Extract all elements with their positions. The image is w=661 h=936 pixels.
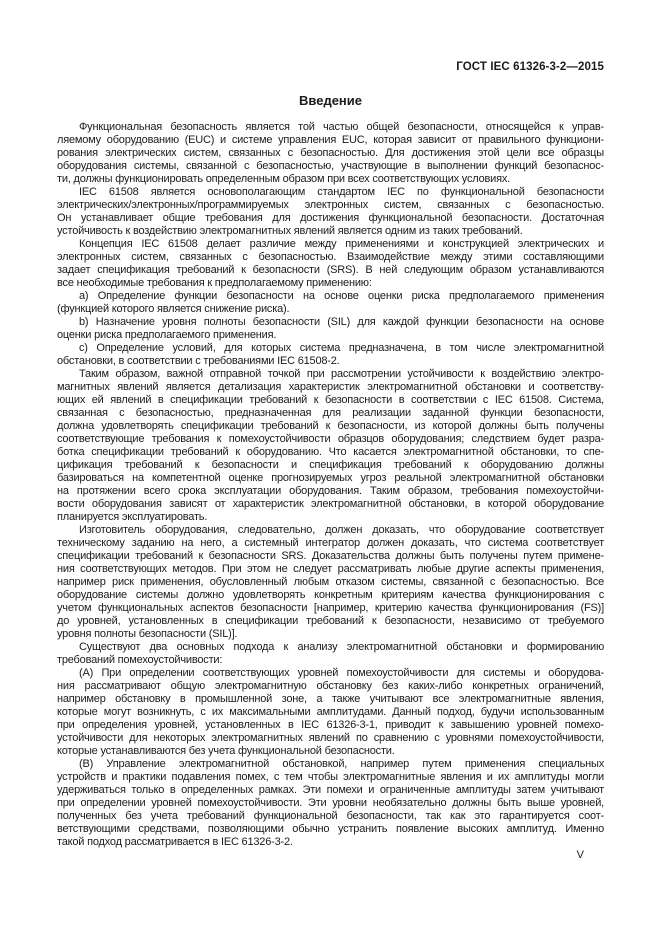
paragraph-line: до уровней, установленных в спецификации требований к безопасности, независимо от требуемого xyxy=(57,615,604,627)
paragraph-line: на протяжении всего срока эксплуатации оборудования. Таким образом, требования помехоустойчи- xyxy=(57,485,604,497)
paragraph xyxy=(57,316,604,342)
paragraph-line: должна удовлетворять спецификации требований к безопасности, из которой должны быть получены xyxy=(57,420,604,432)
paragraph xyxy=(57,238,604,290)
paragraph-line: Изготовитель оборудования, следовательно, должен доказать, что оборудование соответствует xyxy=(79,524,604,536)
paragraph-line: полученных без учета требований функциональной безопасности, так как это гарантируется соот- xyxy=(57,810,604,822)
paragraph xyxy=(57,641,604,667)
paragraph-line: рования электрических систем, связанных с безопасностью. Для достижения этой цели все образцы xyxy=(57,147,604,159)
paragraph-line: связанная с безопасностью, предназначенная для реализации заданной функции безопасности, xyxy=(57,407,604,419)
paragraph-line: b) Назначение уровня полноты безопасности (SIL) для каждой функции безопасности на основе xyxy=(79,316,604,328)
paragraph-line: Он устанавливает общие требования для достижения функциональной безопасности. Достаточная xyxy=(57,212,604,224)
paragraph-line: магнитных явлений является детализация характеристик электромагнитной обстановки и соответству- xyxy=(57,381,604,393)
paragraph-line: например обстановку в промышленной зоне, а также учитывают все электромагнитные явления, xyxy=(57,693,604,705)
paragraph-line: Существуют два основных подхода к анализу электромагнитной обстановки и формированию xyxy=(79,641,604,653)
paragraph-line: устойчивости для некоторых электромагнитных явлений по сравнению с уровнями помехоустойчивости, xyxy=(57,732,604,744)
paragraph-line: устойчивость к воздействию электромагнитных явлений является одним из таких требований. xyxy=(57,225,523,237)
paragraph-line: (функцией которого является снижение риска). xyxy=(57,303,290,315)
paragraph-line: например риск применения, обусловленный любым отказом системы, связанной с безопасностью. Все xyxy=(57,576,604,588)
paragraph-line: a) Определение функции безопасности на основе оценки риска предполагаемого применения xyxy=(79,290,604,302)
standard-code-header: ГОСТ IEC 61326-3-2—2015 xyxy=(456,61,604,73)
paragraph xyxy=(57,667,604,758)
paragraph-line: такой подход рассматривается в IEC 61326-3-2. xyxy=(57,836,293,848)
paragraph-line: ющих ей явлений в спецификации требований к безопасности в соответствии с IEC 61508. Система, xyxy=(57,394,604,406)
paragraph-line: цификация требований к безопасности и спецификация требований к оборудованию должны xyxy=(57,459,604,471)
paragraph-line: (A) При определении соответствующих уровней помехоустойчивости для системы и оборудова- xyxy=(79,667,604,679)
paragraph-line: которые могут возникнуть, с их максимальными амплитудами. Данный подход, будучи использованным xyxy=(57,706,604,718)
paragraph-line: оценки риска предполагаемого применения. xyxy=(57,329,277,341)
paragraph-line: учетом функциональных аспектов безопасности [например, критерию качества функционирования (FS)] xyxy=(57,602,604,614)
paragraph-line: Таким образом, важной отправной точкой при рассмотрении устойчивости к воздействию электро- xyxy=(79,368,604,380)
paragraph-line: планируется эксплуатировать. xyxy=(57,511,208,523)
paragraph-line: базироваться на компетентной оценке прогнозируемых угроз реальной электромагнитной обстановки xyxy=(57,472,604,484)
paragraph-line: которые устанавливаются без учета функциональной безопасности. xyxy=(57,745,395,757)
document-body xyxy=(57,121,604,849)
paragraph-line: ния рассматривают общую электромагнитную обстановку без каких-либо конкретных ограничений, xyxy=(57,680,604,692)
paragraph-line: Функциональная безопасность является той частью общей безопасности, относящейся к управ- xyxy=(79,121,604,133)
paragraph-line: спецификации требований к безопасности SRS. Доказательства должны быть получены путем примене- xyxy=(57,550,604,562)
paragraph-line: оборудование системы должно удовлетворять конкретным критериям качества функционирования с xyxy=(57,589,604,601)
paragraph-line: устройств и практики подавления помех, с тем чтобы электромагнитные явления и их амплитуды могли xyxy=(57,771,604,783)
paragraph-line: ти, должны функционировать определенным образом при всех соответствующих условиях. xyxy=(57,173,511,185)
page-number: V xyxy=(576,849,584,861)
paragraph-line: ветствующими средствами, позволяющими обычно устранить появление высоких амплитуд. Именно xyxy=(57,823,604,835)
paragraph-line: электронных систем, связанных с безопасностью. Взаимодействие между этими составляющими xyxy=(57,251,604,263)
section-title: Введение xyxy=(299,93,362,108)
paragraph-line: все необходимые требования к предполагаемому применению: xyxy=(57,277,372,289)
paragraph-line: c) Определение условий, для которых система предназначена, в том числе электромагнитной xyxy=(79,342,604,354)
paragraph-line: (B) Управление электромагнитной обстановкой, например путем применения специальных xyxy=(79,758,604,770)
paragraph-line: IEC 61508 является основополагающим стандартом IEC по функциональной безопасности xyxy=(79,186,604,198)
paragraph-line: вости оборудования зависят от характеристик электромагнитной обстановки, в которой оборудование xyxy=(57,498,604,510)
paragraph-line: ляемому оборудованию (EUC) и системе управления EUC, которая зависит от правильного функциони- xyxy=(57,134,604,146)
paragraph-line: удерживаться только в определенных рамках. Эти помехи и ограниченные амплитуды затем учитывают xyxy=(57,784,604,796)
paragraph-line: уровня полноты безопасности (SIL)]. xyxy=(57,628,238,640)
paragraph-line: электрических/электронных/программируемых электронных систем, связанных с безопасностью. xyxy=(57,199,604,211)
paragraph-line: ботка спецификации требований к оборудованию. Что касается электромагнитной обстановки, то спе- xyxy=(57,446,604,458)
paragraph-line: Концепция IEC 61508 делает различие между применениями и конструкцией электрических и xyxy=(79,238,604,250)
paragraph-line: при определении уровней помехоустойчивости. Эти уровни необязательно должны быть выше уровней, xyxy=(57,797,604,809)
paragraph-line: соответствующие требования к помехоустойчивости образцов оборудования; следствием будет разра- xyxy=(57,433,604,445)
paragraph xyxy=(57,290,604,316)
paragraph xyxy=(57,524,604,641)
paragraph xyxy=(57,758,604,849)
paragraph-line: требований помехоустойчивости: xyxy=(57,654,223,666)
paragraph-line: при определения уровней, установленных в IEC 61326-3-1, приводит к завышению уровней помехо- xyxy=(57,719,604,731)
paragraph xyxy=(57,368,604,524)
paragraph-line: техническому заданию на него, а системный интегратор должен доказать, что система соответствует xyxy=(57,537,604,549)
paragraph-line: оборудования системы, связанной с безопасностью, участвующие в выполнении функций безопаснос- xyxy=(57,160,604,172)
paragraph-line: обстановки, в соответствии с требованиями IEC 61508-2. xyxy=(57,355,340,367)
paragraph-line: задает спецификация требований к безопасности (SRS). В ней следующим образом устанавливаются xyxy=(57,264,604,276)
paragraph xyxy=(57,121,604,186)
paragraph-line: ния соответствующих методов. При этом не следует рассматривать любые другие аспекты применения, xyxy=(57,563,604,575)
paragraph xyxy=(57,186,604,238)
paragraph xyxy=(57,342,604,368)
